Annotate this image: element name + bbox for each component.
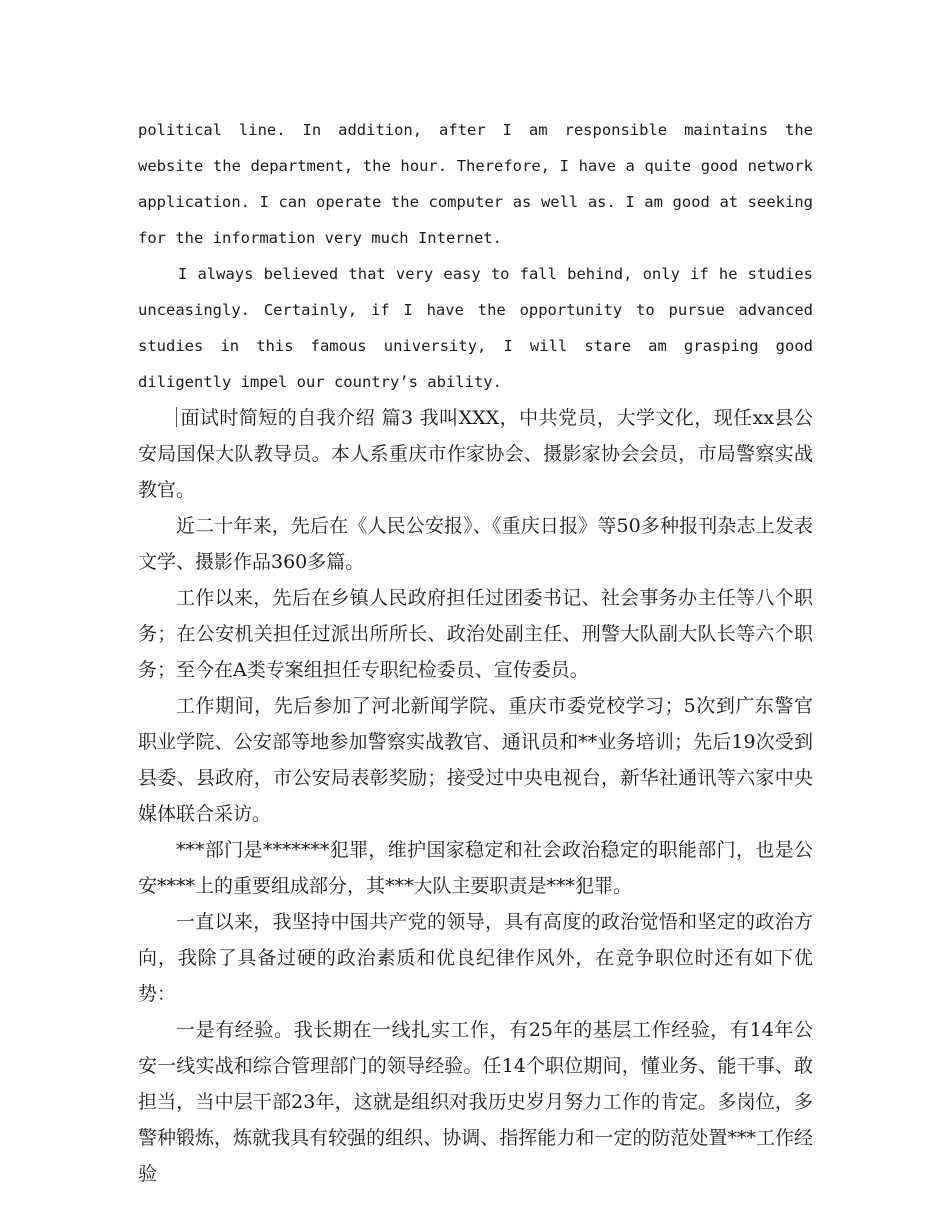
paragraph-zh-6: 一直以来，我坚持中国共产党的领导，具有高度的政治觉悟和坚定的政治方向，我除了具备过硬的政治素质和优良纪律作风外，在竞争职位时还有如下优势： xyxy=(138,911,813,1005)
paragraph-zh-1-text: 面试时简短的自我介绍 篇3 我叫XXX，中共党员，大学文化，现任xx县公安局国保大队教导员。本人系重庆市作家协会、摄影家协会会员，市局警察实战教官。 xyxy=(138,407,813,501)
paragraph-zh-5: ***部门是*******犯罪，维护国家稳定和社会政治稳定的职能部门，也是公安****上的重要组成部分，其***大队主要职责是***犯罪。 xyxy=(138,839,813,897)
paragraph-en-1: political line. In addition, after I am responsible maintains the website the department, the hour. Therefore, I have a quite good network application. I can operate the computer as well as. I am good at seeking for the information very much Internet. xyxy=(138,121,813,247)
paragraph-zh-2: 近二十年来，先后在《人民公安报》、《重庆日报》等50多种报刊杂志上发表文学、摄影作品360多篇。 xyxy=(138,515,813,573)
paragraph-zh-7: 一是有经验。我长期在一线扎实工作，有25年的基层工作经验，有14年公安一线实战和综合管理部门的领导经验。任14个职位期间，懂业务、能干事、敢担当，当中层干部23年，这就是组织对我历史岁月努力工作的肯定。多岗位，多警种锻炼，炼就我具有较强的组织、协调、指挥能力和一定的防范处置***工作经验 xyxy=(138,1019,813,1185)
text-cursor xyxy=(176,407,177,427)
paragraph-en-2: I always believed that very easy to fall behind, only if he studies unceasingly. Certainly, if I have the opportunity to pursue advanced studies in this famous university, I will stare am grasping good diligently impel our country’s ability. xyxy=(138,265,813,391)
paragraph-zh-4: 工作期间，先后参加了河北新闻学院、重庆市委党校学习；5次到广东警官职业学院、公安部等地参加警察实战教官、通讯员和**业务培训；先后19次受到县委、县政府，市公安局表彰奖励；接受过中央电视台，新华社通讯等六家中央媒体联合采访。 xyxy=(138,695,813,825)
document-body xyxy=(138,112,813,1192)
paragraph-zh-1 xyxy=(138,400,813,508)
paragraph-zh-3: 工作以来，先后在乡镇人民政府担任过团委书记、社会事务办主任等八个职务；在公安机关担任过派出所所长、政治处副主任、刑警大队副大队长等六个职务；至今在A类专案组担任专职纪检委员、宣传委员。 xyxy=(138,587,813,681)
